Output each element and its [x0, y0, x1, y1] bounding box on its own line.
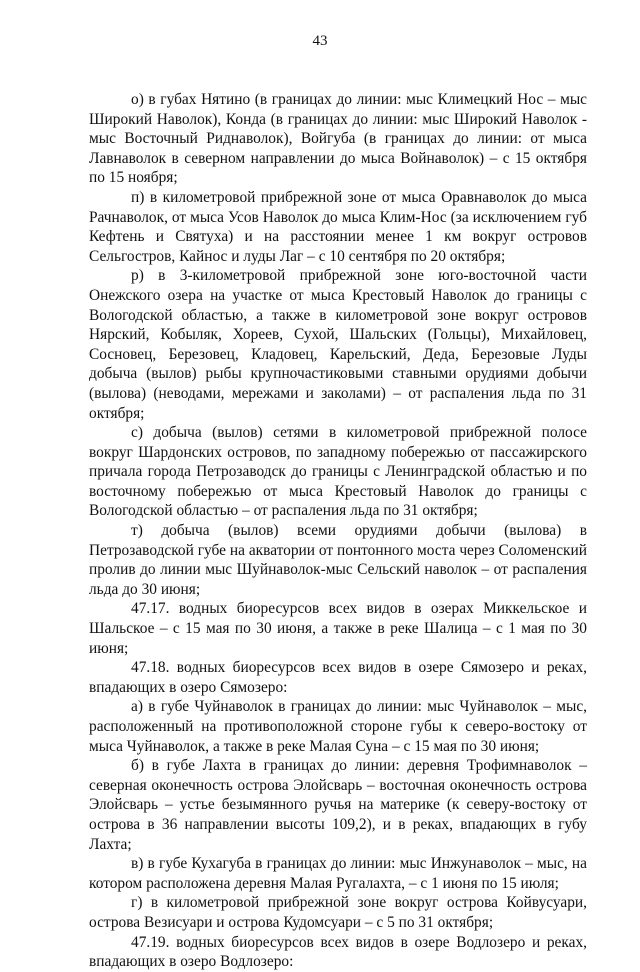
paragraph-t: т) добыча (вылов) всеми орудиями добычи (вылова) в Петрозаводской губе на акватории от понтонного моста через Соломенский пролив до линии мыс Шуйнаволок-мыс Сельский наволок – от распаления льда до 30 июня; [89, 522, 587, 598]
paragraph-47-18-g: г) в километровой прибрежной зоне вокруг острова Койвусуари, острова Везисуари и острова Кудомсуари – с 5 по 31 октября; [89, 894, 587, 931]
paragraph-r: р) в 3-километровой прибрежной зоне юго-восточной части Онежского озера на участке от мыса Крестовый Наволок до границы с Вологодской областью, а также в километровой зоне вокруг островов Нярский, Кобыляк, Хореев, Сухой, Шальских (Гольцы), Михайловец, Сосновец, Березовец, Кладовец, Карельский, Деда, Березовые Луды добыча (вылов) рыбы крупночастиковыми ставными орудиями добычи (вылова) (неводами, мережами и заколами) – от распаления льда по 31 октября; [89, 267, 587, 422]
paragraph-47-17: 47.17. водных биоресурсов всех видов в озерах Миккельское и Шальское – с 15 мая по 30 июня, а также в реке Шалица – с 1 мая по 30 июня; [89, 600, 587, 657]
paragraph-47-18-a: а) в губе Чуйнаволок в границах до линии: мыс Чуйнаволок – мыс, расположенный на противоположной стороне губы к северо-востоку от мыса Чуйнаволок, а также в реке Малая Суна – с 15 мая по 30 июня; [89, 698, 587, 755]
paragraph-p: п) в километровой прибрежной зоне от мыса Оравнаволок до мыса Рачнаволок, от мыса Усов Наволок до мыса Клим-Нос (за исключением губ Кефтень и Святуха) и на расстоянии менее 1 км вокруг островов Сельгостров, Кайнос и луды Лаг – с 10 сентября по 20 октября; [89, 188, 587, 265]
page-number: 43 [312, 33, 328, 49]
paragraph-o: о) в губах Нятино (в границах до линии: мыс Климецкий Нос – мыс Широкий Наволок), Конда (в границах до линии: мыс Широкий Наволок - мыс Восточный Риднаволок), Войгуба (в границах до линии: от мыса Лавнаволок в северном направлении до мыса Войнаволок) – с 15 октября по 15 ноября; [89, 91, 587, 187]
paragraph-s: с) добыча (вылов) сетями в километровой прибрежной полосе вокруг Шардонских островов, по западному побережью от пассажирского причала города Петрозаводск до границы с Ленинградской областью и по восточному побережью от мыса Крестовый Наволок до границы с Вологодской областью – от распаления льда по 31 октября; [89, 424, 587, 520]
document-body [89, 90, 587, 972]
paragraph-47-18: 47.18. водных биоресурсов всех видов в озере Сямозеро и реках, впадающих в озеро Сямозеро: [89, 659, 587, 696]
paragraph-47-18-v: в) в губе Кухагуба в границах до линии: мыс Инжунаволок – мыс, на котором расположена деревня Малая Ругалахта, – с 1 июня по 15 июля; [89, 855, 587, 892]
paragraph-47-19: 47.19. водных биоресурсов всех видов в озере Водлозеро и реках, впадающих в озеро Водлозеро: [89, 933, 587, 971]
paragraph-47-18-b: б) в губе Лахта в границах до линии: деревня Трофимнаволок – северная оконечность острова Элойсварь – восточная оконечность острова Элойсварь – устье безымянного ручья на материке (к северу-востоку от острова в 36 направлении высоты 109,2), и в реках, впадающих в губу Лахта; [89, 757, 587, 853]
